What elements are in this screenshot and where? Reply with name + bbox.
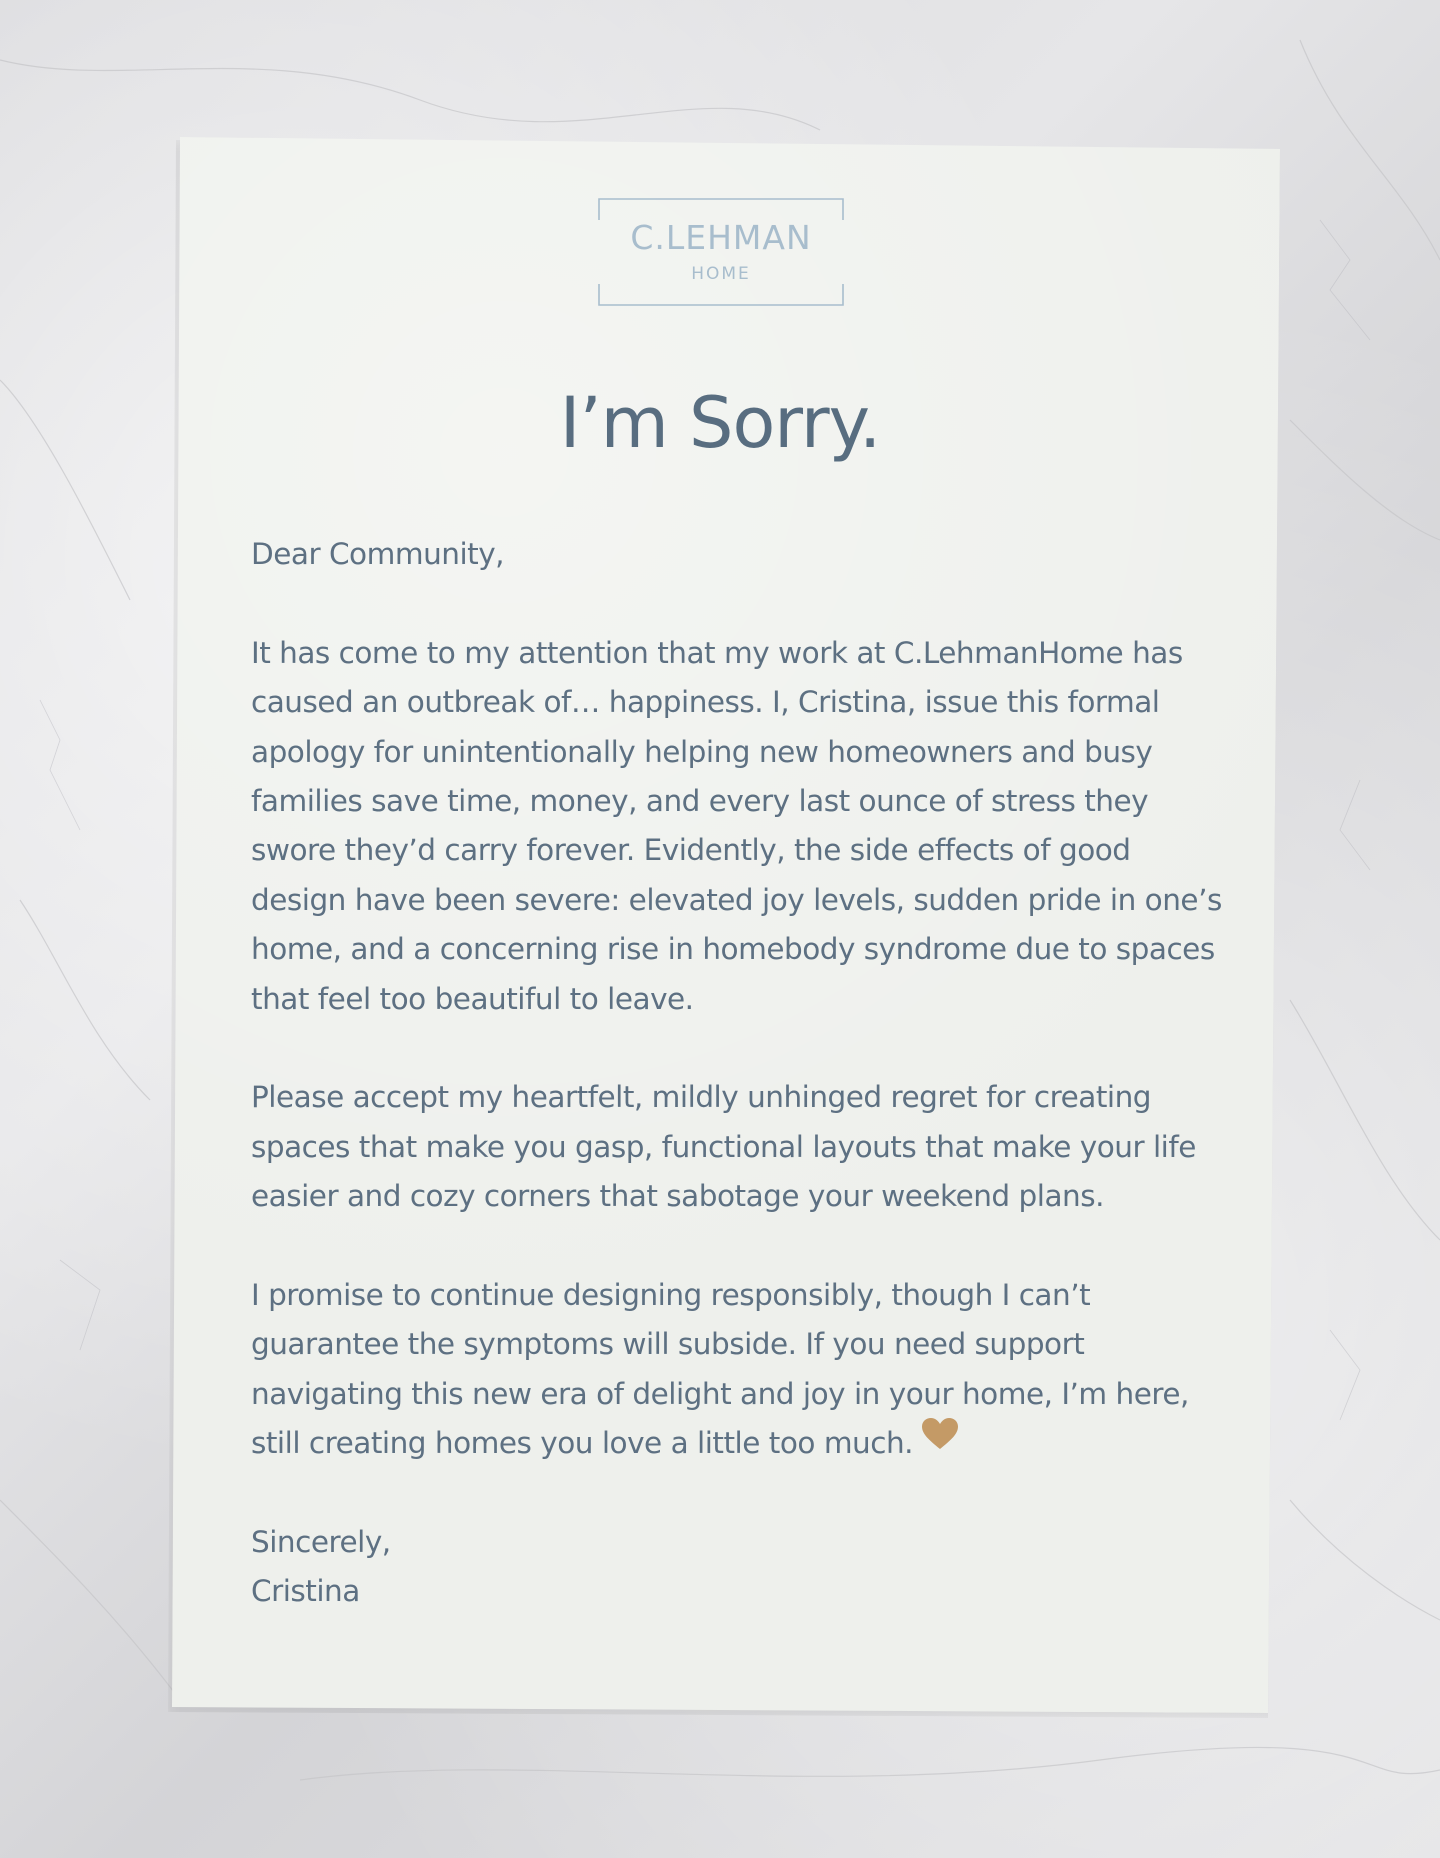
heart-icon [921,1417,959,1466]
signature-block [251,1518,1231,1617]
paragraph-1: It has come to my attention that my work at C.LehmanHome has caused an outbreak of… happiness. I, Cristina, issue this formal apology for unintentionally helping new homeowners and busy families save time, money, and every last ounce of stress they swore they’d carry forever. Evidently, the side effects of good design have been severe: elevated joy levels, sudden pride in one’s home, and a concerning rise in homebody syndrome due to spaces that feel too beautiful to leave. [251,635,1222,1016]
paragraph-3-wrap [251,1271,1231,1469]
paragraph-2: Please accept my heartfelt, mildly unhinged regret for creating spaces that make you gasp, functional layouts that make your life easier and cozy corners that sabotage your weekend plans. [251,1080,1196,1214]
brand-logo [598,198,844,306]
paragraph-3: I promise to continue designing responsibly, though I can’t guarantee the symptoms will subside. If you need support navigating this new era of delight and joy in your home, I’m here, still creating homes you love a little too much. [251,1278,1189,1461]
salutation: Dear Community, [251,537,505,571]
logo-title: C.LEHMAN [630,218,812,257]
signature: Cristina [251,1574,360,1609]
letter-body [251,530,1231,1617]
closing: Sincerely, [251,1525,391,1560]
logo-subtitle: HOME [691,264,751,284]
page-title: I’m Sorry. [559,382,881,464]
